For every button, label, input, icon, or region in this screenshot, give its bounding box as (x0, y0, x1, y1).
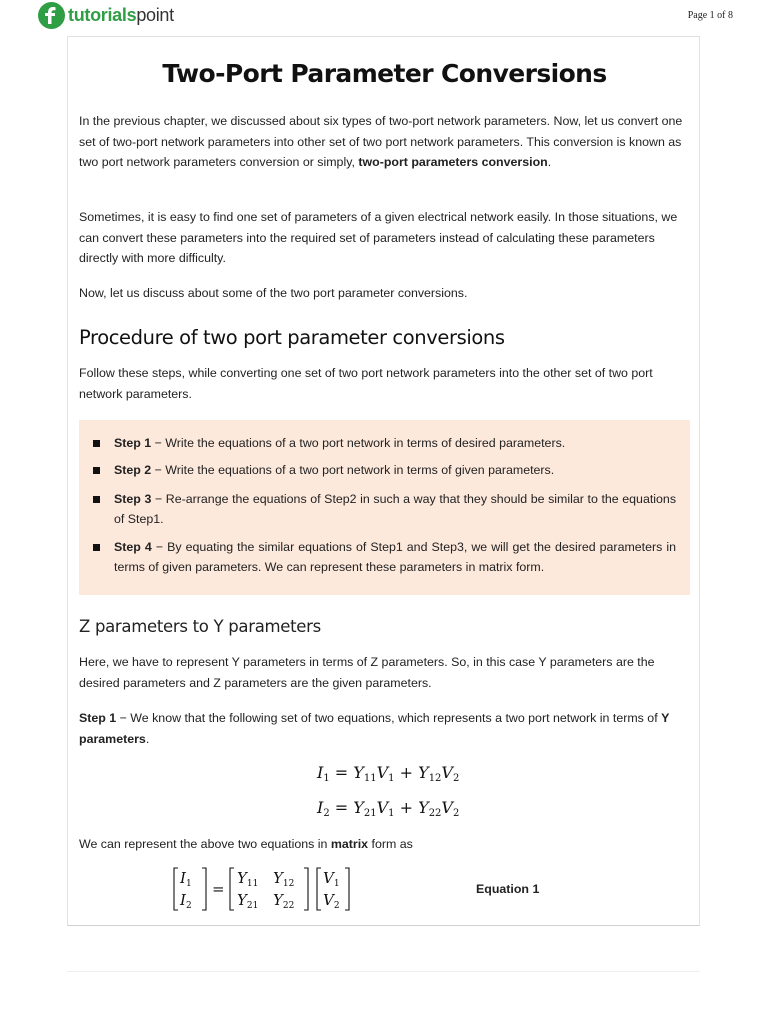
steps-box (79, 420, 690, 595)
matrix-bold-term: matrix (330, 837, 369, 851)
step-text (114, 433, 565, 453)
matrix-y12: $Y_{12}$ (273, 869, 295, 889)
step-label: Step 2 (114, 463, 152, 477)
step-body: − Write the equations of a two port network in terms of desired parameters. (151, 436, 566, 450)
step-item (93, 433, 676, 453)
article-card (67, 36, 700, 926)
bullet-icon (93, 467, 100, 474)
intro-bold-term: two-port parameters conversion (358, 155, 548, 169)
step-label: Step 3 (114, 492, 152, 506)
equation-i2: $I_2 = Y_{21}V_1 + Y_{22}V_2$ (317, 798, 460, 819)
step1-bold-term: Y parameters (79, 711, 670, 746)
paragraph-2: Sometimes, it is easy to find one set of parameters of a given electrical network easily. In those situations, we can convert these parameters into the required set of parameters instead of calculating these parameters directly with more difficulty. (79, 210, 678, 265)
matrix-i2: $I_2$ (180, 891, 192, 911)
matrix-v1: $V_1$ (323, 869, 340, 889)
section-heading: Procedure of two port parameter conversions (79, 326, 505, 349)
logo-wordmark (68, 5, 174, 26)
step-text (114, 489, 676, 529)
page-indicator: Page 1 of 8 (687, 10, 733, 21)
matrix-equation (168, 863, 368, 915)
step-body: − By equating the similar equations of Step1 and Step3, we will get the desired parameters in terms of given parameters. We can represent these parameters in matrix form. (114, 540, 676, 574)
matrix-y11: $Y_{11}$ (237, 869, 259, 889)
page-title: Two-Port Parameter Conversions (162, 59, 607, 88)
bullet-icon (93, 440, 100, 447)
subsection-heading: Z parameters to Y parameters (79, 617, 321, 636)
matrix-sentence (79, 834, 689, 855)
step-body: − Write the equations of a two port network in terms of given parameters. (151, 463, 555, 477)
step-item (93, 489, 676, 529)
step-label: Step 4 (114, 540, 152, 554)
step1-end: . (145, 731, 150, 746)
step1-paragraph (79, 708, 689, 749)
matrix-v2: $V_2$ (323, 891, 340, 911)
step1-label: Step 1 (79, 711, 117, 725)
step-item (93, 537, 676, 577)
paragraph-3: Now, let us discuss about some of the two port parameter conversions. (79, 286, 468, 300)
procedure-intro: Follow these steps, while converting one set of two port network parameters into the other set of two port network parameters. (79, 366, 653, 401)
equation-label: Equation 1 (476, 882, 540, 896)
logo-word-2: point (136, 5, 174, 25)
matrix-y22: $Y_{22}$ (273, 891, 295, 911)
step-label: Step 1 (114, 436, 152, 450)
matrix-y21: $Y_{21}$ (237, 891, 259, 911)
page-header (0, 0, 768, 36)
matrix-i1: $I_1$ (180, 869, 192, 889)
step1-text: − We know that the following set of two equations, which represents a two port network in terms of (116, 711, 662, 725)
logo-word-1: tutorials (68, 5, 137, 25)
z-to-y-paragraph: Here, we have to represent Y parameters in terms of Z parameters. So, in this case Y parameters are the desired parameters and Z parameters are the given parameters. (79, 655, 655, 690)
matrix-sentence-start: We can represent the above two equations in (79, 837, 331, 851)
tutorialspoint-logo[interactable] (38, 2, 174, 29)
intro-end: . (547, 155, 552, 169)
bullet-icon (93, 544, 100, 551)
step-body: − Re-arrange the equations of Step2 in such a way that they should be similar to the equations of Step1. (114, 492, 677, 526)
page-footer-divider (67, 971, 700, 972)
equation-i1: $I_1 = Y_{11}V_1 + Y_{12}V_2$ (317, 763, 460, 784)
matrix-sentence-end: form as (368, 837, 413, 851)
matrix-equals: = (212, 880, 225, 898)
step-text (114, 460, 554, 480)
step-item (93, 460, 676, 480)
bullet-icon (93, 496, 100, 503)
logo-icon (38, 2, 65, 29)
intro-paragraph (79, 111, 689, 173)
intro-text: In the previous chapter, we discussed about six types of two-port network parameters. Now, let us convert one set of two-port network parameters into other set of two port network parameters. This conversion is known as two port network parameters conversion or simply, (79, 114, 683, 169)
step-text (114, 537, 676, 577)
